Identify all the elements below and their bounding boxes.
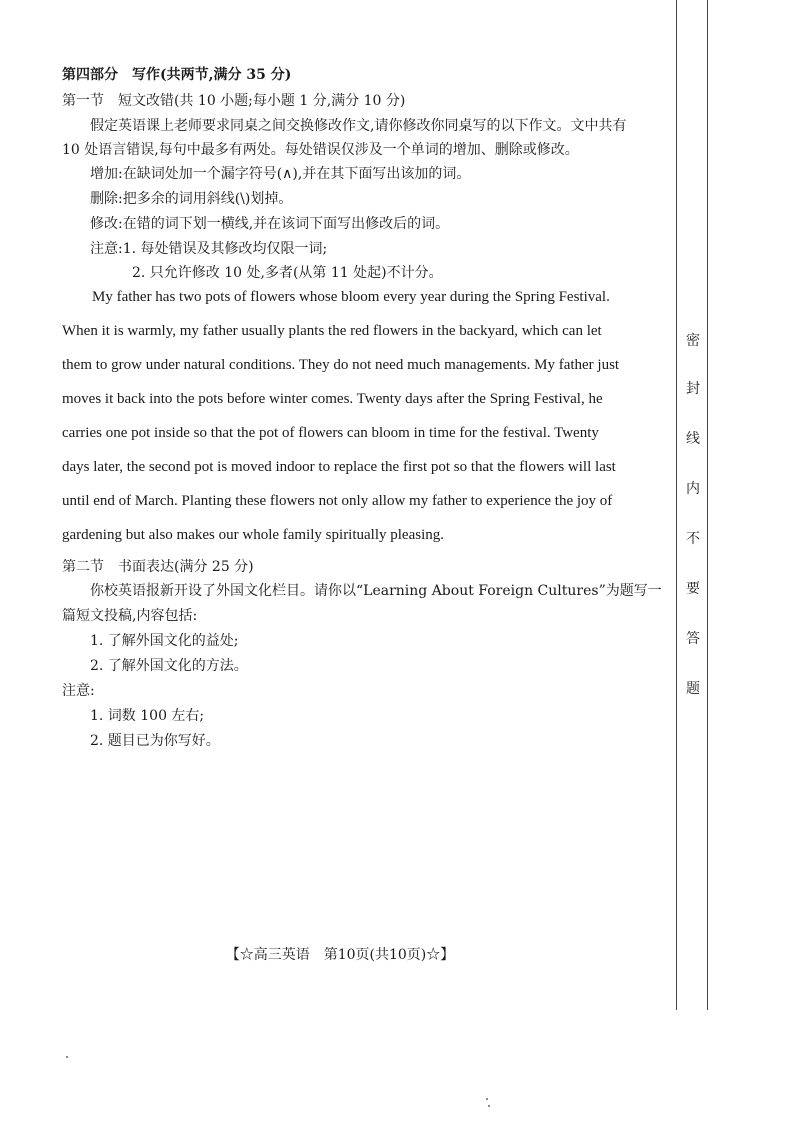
- sealing-char: 内: [686, 481, 700, 497]
- scan-speck: [486, 1098, 488, 1100]
- sealing-char: 题: [686, 681, 700, 697]
- essay-line: When it is warmly, my father usually plants the red flowers in the backyard, which can let: [62, 323, 602, 339]
- essay-line: carries one pot inside so that the pot of flowers can bloom in time for the festival. Twenty: [62, 425, 599, 441]
- content-item-2: 2. 了解外国文化的方法。: [90, 658, 248, 674]
- part-title: 第四部分 写作(共两节,满分 35 分): [62, 67, 292, 83]
- sealing-char: 答: [686, 631, 700, 647]
- essay-line: until end of March. Planting these flowers not only allow my father to experience the joy of: [62, 493, 613, 509]
- binding-line-left: [676, 0, 677, 1010]
- add-rule: 增加:在缺词处加一个漏字符号(∧),并在其下面写出该加的词。: [90, 166, 471, 182]
- essay-line: moves it back into the pots before winter comes. Twenty days after the Spring Festival, he: [62, 391, 603, 407]
- sealing-char: 不: [686, 531, 700, 547]
- essay-line: gardening but also makes our whole family spiritually pleasing.: [62, 527, 445, 543]
- note-word-count: 1. 词数 100 左右;: [90, 708, 205, 724]
- sealing-char: 密: [686, 333, 700, 349]
- binding-line-right: [707, 0, 708, 1010]
- sealing-char: 封: [686, 381, 700, 397]
- note-title-given: 2. 题目已为你写好。: [90, 733, 220, 749]
- scan-speck: [66, 1056, 68, 1058]
- section1-intro: 假定英语课上老师要求同桌之间交换修改作文,请你修改你同桌写的以下作文。文中共有: [90, 118, 627, 134]
- page-footer: 【☆高三英语 第10页(共10页)☆】: [225, 947, 455, 963]
- scan-speck: [488, 1105, 490, 1107]
- sealing-char: 线: [686, 431, 700, 447]
- section2-title: 第二节 书面表达(满分 25 分): [62, 559, 254, 575]
- content-item-1: 1. 了解外国文化的益处;: [90, 633, 239, 649]
- essay-line: My father has two pots of flowers whose bloom every year during the Spring Festival.: [92, 289, 610, 305]
- note-label: 注意:: [62, 683, 95, 699]
- essay-line: days later, the second pot is moved indoor to replace the first pot so that the flowers will last: [62, 459, 616, 475]
- sealing-notice: [680, 0, 706, 1000]
- modify-rule: 修改:在错的词下划一横线,并在该词下面写出修改后的词。: [90, 216, 450, 232]
- note-2: 2. 只允许修改 10 处,多者(从第 11 处起)不计分。: [132, 265, 443, 281]
- sealing-char: 要: [686, 581, 700, 597]
- section1-title: 第一节 短文改错(共 10 小题;每小题 1 分,满分 10 分): [62, 93, 406, 109]
- section2-intro-continued: 篇短文投稿,内容包括:: [62, 608, 198, 624]
- essay-line: them to grow under natural conditions. They do not need much managements. My father just: [62, 357, 620, 373]
- section2-intro: 你校英语报新开设了外国文化栏目。请你以“Learning About Foreign Cultures”为题写一: [90, 583, 662, 599]
- delete-rule: 删除:把多余的词用斜线(\)划掉。: [90, 191, 293, 207]
- note-1: 注意:1. 每处错误及其修改均仅限一词;: [90, 241, 328, 257]
- section1-intro-continued: 10 处语言错误,每句中最多有两处。每处错误仅涉及一个单词的增加、删除或修改。: [62, 142, 579, 158]
